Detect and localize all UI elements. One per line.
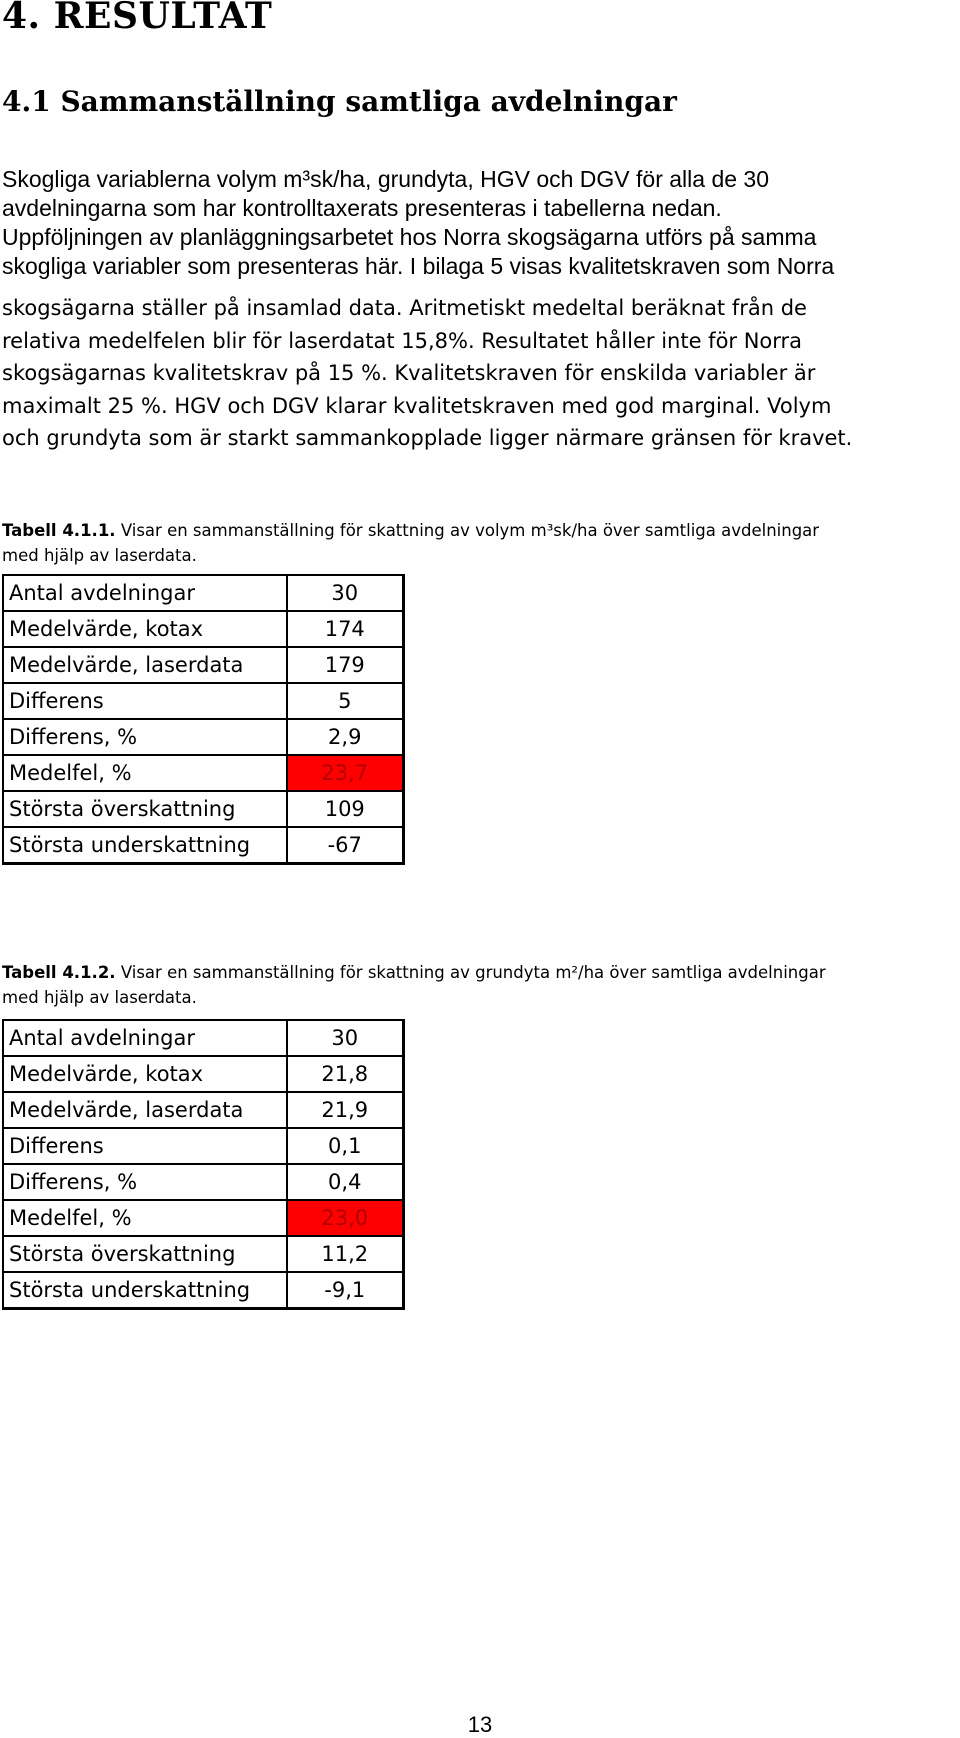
table1-caption	[2, 518, 960, 568]
body-line: och grundyta som är starkt sammankopplade ligger närmare gränsen för kravet.	[2, 426, 853, 450]
row-label: Medelvärde, laserdata	[3, 647, 287, 683]
row-value: 2,9	[287, 719, 403, 755]
intro-line: Uppföljningen av planläggningsarbetet hos Norra skogsägarna utförs på samma	[2, 224, 817, 250]
table1-caption-line	[2, 518, 960, 543]
row-label: Antal avdelningar	[3, 575, 287, 611]
row-value: 179	[287, 647, 403, 683]
table-row	[3, 1056, 403, 1092]
table2-caption-label: Tabell 4.1.2.	[2, 963, 116, 982]
section-heading: 4. RESULTAT	[2, 0, 273, 37]
body-line: relativa medelfelen blir för laserdatat 15,8%. Resultatet håller inte för Norra	[2, 328, 803, 353]
row-value: -9,1	[287, 1272, 403, 1309]
table-row	[3, 1092, 403, 1128]
table-row	[3, 647, 403, 683]
row-value: 21,9	[287, 1092, 403, 1128]
table-row	[3, 755, 403, 791]
row-label: Differens, %	[3, 719, 287, 755]
row-label: Största underskattning	[3, 1272, 287, 1309]
table-row	[3, 611, 403, 647]
volume-stats-table	[2, 574, 405, 865]
row-label: Medelvärde, kotax	[3, 1056, 287, 1092]
table-row	[3, 1200, 403, 1236]
table-row	[3, 683, 403, 719]
row-label: Största överskattning	[3, 791, 287, 827]
table-row	[3, 1272, 403, 1309]
table2-caption	[2, 960, 960, 1010]
table2-caption-line2: med hjälp av laserdata.	[2, 988, 197, 1007]
table-row	[3, 1128, 403, 1164]
row-label: Medelfel, %	[3, 755, 287, 791]
row-value-highlighted: 23,7	[287, 755, 403, 791]
body-line: maximalt 25 %. HGV och DGV klarar kvalitetskraven med god marginal. Volym	[2, 393, 832, 418]
table-row	[3, 827, 403, 864]
row-value: 174	[287, 611, 403, 647]
row-value: 0,4	[287, 1164, 403, 1200]
body-line: skogsägarnas kvalitetskrav på 15 %. Kvalitetskraven för enskilda variabler är	[2, 361, 816, 385]
row-label: Differens, %	[3, 1164, 287, 1200]
page-number: 13	[467, 1712, 493, 1737]
row-value: 109	[287, 791, 403, 827]
intro-paragraph	[2, 165, 958, 281]
row-value: 30	[287, 1020, 403, 1056]
intro-line: Skogliga variablerna volym m³sk/ha, grundyta, HGV och DGV för alla de 30	[2, 166, 770, 192]
table1-caption-label: Tabell 4.1.1.	[2, 521, 116, 540]
row-value: -67	[287, 827, 403, 864]
table-row	[3, 575, 403, 611]
table2-caption-text: Visar en sammanställning för skattning av grundyta m²/ha över samtliga avdelningar	[115, 963, 826, 982]
row-value: 5	[287, 683, 403, 719]
row-label: Medelvärde, kotax	[3, 611, 287, 647]
row-label: Antal avdelningar	[3, 1020, 287, 1056]
row-label: Differens	[3, 683, 287, 719]
table-row	[3, 1020, 403, 1056]
intro-line: skogliga variabler som presenteras här. I bilaga 5 visas kvalitetskraven som Norra	[2, 253, 835, 279]
row-label: Medelvärde, laserdata	[3, 1092, 287, 1128]
table1-caption-text: Visar en sammanställning för skattning av volym m³sk/ha över samtliga avdelningar	[115, 521, 820, 540]
row-value: 30	[287, 575, 403, 611]
basal-area-stats-table	[2, 1019, 405, 1310]
table2-caption-line	[2, 960, 960, 985]
table-row	[3, 1164, 403, 1200]
intro-line: avdelningarna som har kontrolltaxerats presenteras i tabellerna nedan.	[2, 195, 722, 221]
body-line: skogsägarna ställer på insamlad data. Aritmetiskt medeltal beräknat från de	[2, 296, 807, 320]
table1-caption-line2: med hjälp av laserdata.	[2, 546, 197, 565]
row-label: Differens	[3, 1128, 287, 1164]
row-value-highlighted: 23,0	[287, 1200, 403, 1236]
table-row	[3, 791, 403, 827]
row-value: 21,8	[287, 1056, 403, 1092]
body-paragraph	[2, 292, 958, 455]
row-label: Medelfel, %	[3, 1200, 287, 1236]
row-value: 0,1	[287, 1128, 403, 1164]
subsection-heading: 4.1 Sammanställning samtliga avdelningar	[2, 85, 677, 118]
table-row	[3, 1236, 403, 1272]
row-value: 11,2	[287, 1236, 403, 1272]
row-label: Största överskattning	[3, 1236, 287, 1272]
table-row	[3, 719, 403, 755]
row-label: Största underskattning	[3, 827, 287, 864]
